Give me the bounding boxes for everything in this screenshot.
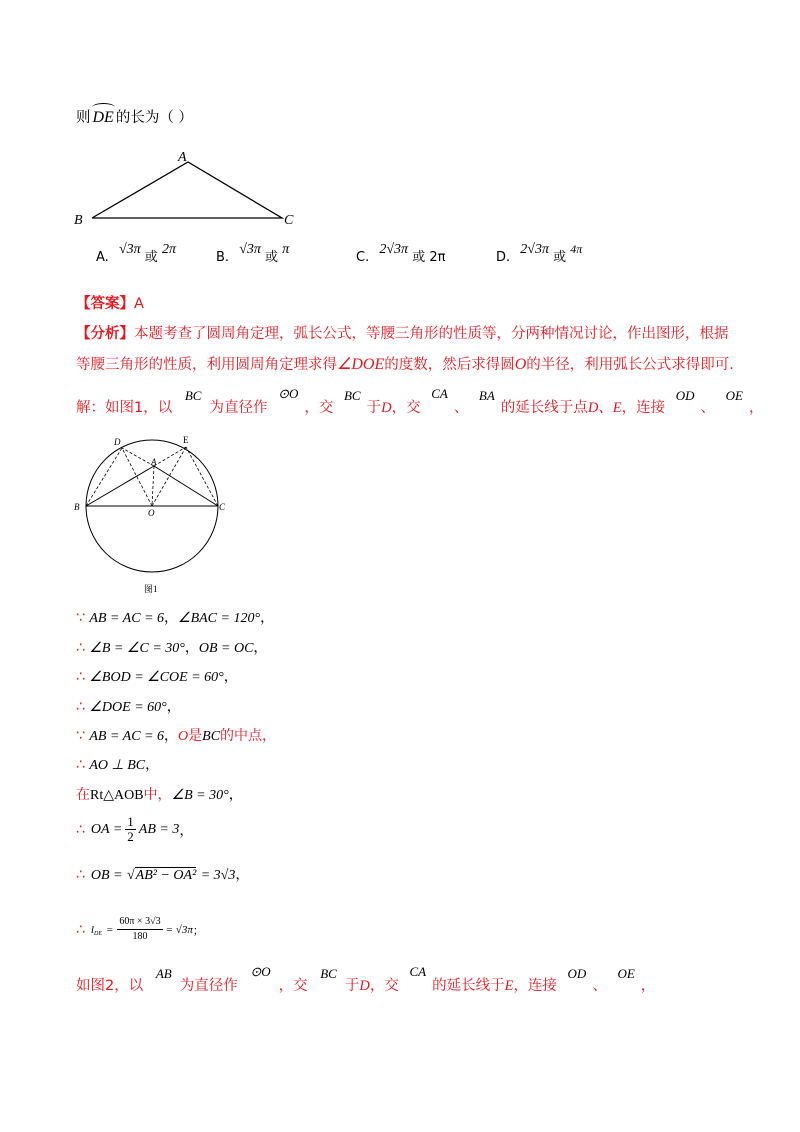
question-prefix: 则 bbox=[76, 110, 91, 126]
question-suffix: 的长为（ ） bbox=[115, 110, 193, 126]
fig1-label-c: C bbox=[219, 502, 226, 512]
triangle-figure bbox=[70, 148, 310, 230]
segment-ce bbox=[186, 447, 218, 506]
label-c: C bbox=[284, 213, 294, 228]
step-4: ∴ ∠DOE = 60°， bbox=[76, 699, 181, 715]
step-5: ∵ AB = AC = 6，O是BC的中点， bbox=[76, 728, 277, 744]
step-10: ∴ l DE = $\frac{60\pi \times 3√3}{180}$ = √3π ； bbox=[76, 916, 204, 942]
arc-de: DE bbox=[91, 109, 116, 126]
fig1-label-b: B bbox=[74, 502, 80, 512]
fig1-caption: 图1 bbox=[144, 584, 158, 594]
step-9: ∴ OB = √AB² − OA² = 3√3， bbox=[76, 867, 250, 883]
fig1-label-o: O bbox=[148, 508, 155, 518]
step-7: 在Rt△AOB中，∠B = 30°， bbox=[76, 787, 243, 803]
option-d[interactable]: D. 2√3π 或 4π bbox=[496, 242, 583, 265]
segment-oe bbox=[152, 447, 186, 506]
segment-ao bbox=[152, 466, 154, 506]
answer-tag: 【答案】 bbox=[76, 296, 134, 312]
option-a[interactable]: A. √3π 或 2π bbox=[96, 242, 176, 265]
solution2-line: 如图2，以 AB为直径作 ⊙O，交 BC于D，交 CA的延长线于E，连接 OD、 OE， bbox=[76, 964, 656, 994]
solution1-line: 解：如图1，以 BC为直径作 ⊙O，交 BC于D，交 CA、 BA的延长线于点D、E，连接 OD、 OE， bbox=[76, 386, 764, 416]
segment-ae bbox=[154, 447, 186, 466]
option-c[interactable]: C. 2√3π 或 2π bbox=[356, 242, 446, 265]
step-8: ∴ OA = $\frac{1}{2}$ AB = 3 ， bbox=[76, 814, 194, 844]
segment-ba bbox=[86, 466, 154, 506]
step-6: ∴ AO ⊥ BC， bbox=[76, 757, 160, 773]
fig1-label-e: E bbox=[183, 435, 189, 445]
answer-line bbox=[76, 292, 144, 313]
segment-od bbox=[122, 448, 152, 506]
option-b[interactable]: B. √3π 或 π bbox=[216, 242, 290, 265]
analysis-line-1: 【分析】本题考查了圆周角定理，弧长公式，等腰三角形的性质等，分两种情况讨论，作出图形，根据 bbox=[76, 326, 729, 342]
step-2: ∴ ∠B = ∠C = 30°，OB = OC， bbox=[76, 640, 268, 656]
question-line bbox=[76, 106, 193, 127]
answer-value: A bbox=[134, 296, 144, 312]
fig1-label-a: A bbox=[151, 457, 157, 467]
fig1-label-d: D bbox=[114, 437, 121, 447]
analysis-line-2: 等腰三角形的性质，利用圆周角定理求得∠DOE的度数，然后求得圆O的半径，利用弧长公式求得即可. bbox=[76, 356, 734, 373]
label-b: B bbox=[74, 213, 83, 228]
label-a: A bbox=[178, 150, 187, 165]
step-3: ∴ ∠BOD = ∠COE = 60°， bbox=[76, 669, 238, 685]
segment-bd bbox=[86, 448, 122, 506]
step-1: ∵ AB = AC = 6，∠BAC = 120°， bbox=[76, 610, 275, 626]
figure-1 bbox=[72, 432, 242, 600]
